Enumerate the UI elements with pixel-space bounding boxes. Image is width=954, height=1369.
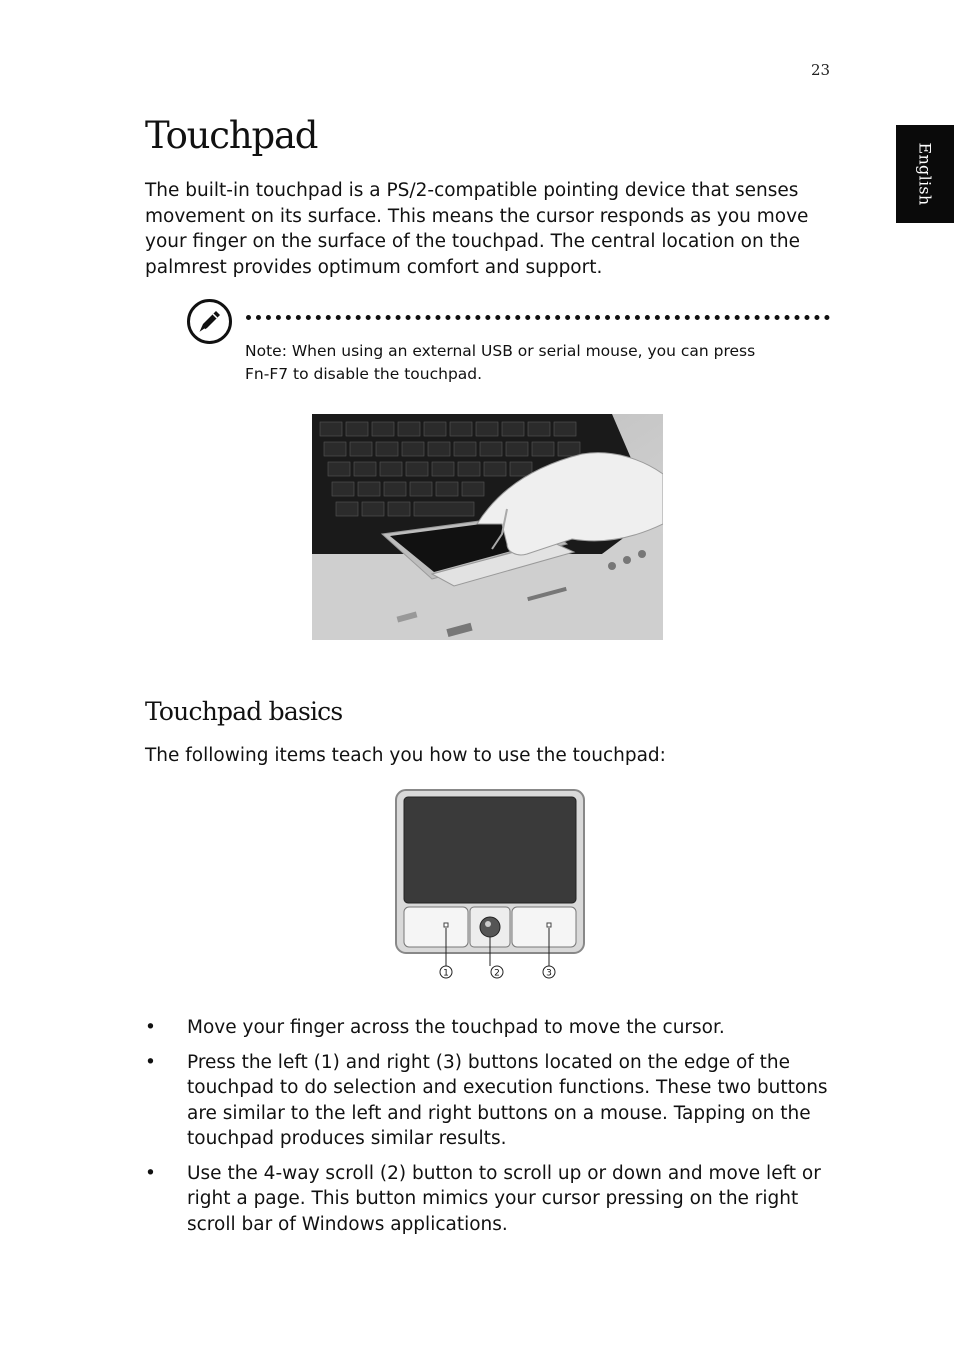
bullet-marker: • bbox=[145, 1051, 156, 1073]
list-item-text: Use the 4-way scroll bbox=[187, 1162, 380, 1184]
language-tab bbox=[896, 125, 954, 223]
callout-1: 1 bbox=[443, 968, 449, 979]
instruction-list bbox=[145, 1015, 835, 1246]
list-item-text: Press the left bbox=[187, 1051, 314, 1073]
section-title: Touchpad basics bbox=[145, 697, 343, 726]
touchpad-diagram bbox=[394, 788, 586, 983]
list-item bbox=[145, 1015, 835, 1041]
list-item-text: and right bbox=[339, 1051, 436, 1073]
list-item-text: buttons located on the edge of the touchpad to do selection and execution functions. These two buttons are similar to the left and right buttons on a mouse. Tapping on the touchpad produces similar results. bbox=[187, 1051, 828, 1149]
language-tab-label: English bbox=[915, 142, 935, 206]
note-text-part: When using an external USB or serial mouse, you can press bbox=[286, 342, 756, 360]
list-item bbox=[145, 1050, 835, 1152]
callout-2: 2 bbox=[494, 968, 500, 979]
bullet-marker: • bbox=[145, 1162, 156, 1184]
note-pen-icon bbox=[186, 298, 233, 345]
note-text-part: to disable the touchpad. bbox=[288, 365, 483, 383]
page-title: Touchpad bbox=[145, 114, 318, 157]
laptop-touchpad-photo bbox=[312, 414, 663, 640]
callout-3: 3 bbox=[546, 968, 552, 979]
section-lead: The following items teach you how to use the touchpad: bbox=[145, 745, 666, 766]
list-item-text: Move your finger across the touchpad to move the cursor. bbox=[187, 1017, 725, 1038]
note-text bbox=[245, 340, 830, 386]
intro-paragraph: The built-in touchpad is a PS/2-compatible pointing device that senses movement on its surface. This means the cursor responds as you move your finger on the surface of the touchpad. The central location on the palmrest provides optimum comfort and support. bbox=[145, 180, 809, 278]
callout-ref-right: (3) bbox=[435, 1051, 463, 1073]
list-item-text: button to scroll up or down and move left or right a page. This button mimics your cursor pressing on the right scroll bar of Windows applications. bbox=[187, 1162, 821, 1235]
page-number: 23 bbox=[811, 61, 831, 79]
note-label: Note: bbox=[245, 342, 287, 360]
note-divider bbox=[246, 315, 830, 320]
bullet-marker: • bbox=[145, 1017, 156, 1038]
callout-ref-left: (1) bbox=[313, 1051, 340, 1073]
callout-ref-scroll: (2) bbox=[379, 1162, 407, 1184]
list-item bbox=[145, 1161, 835, 1238]
note-key: Fn-F7 bbox=[245, 365, 289, 383]
